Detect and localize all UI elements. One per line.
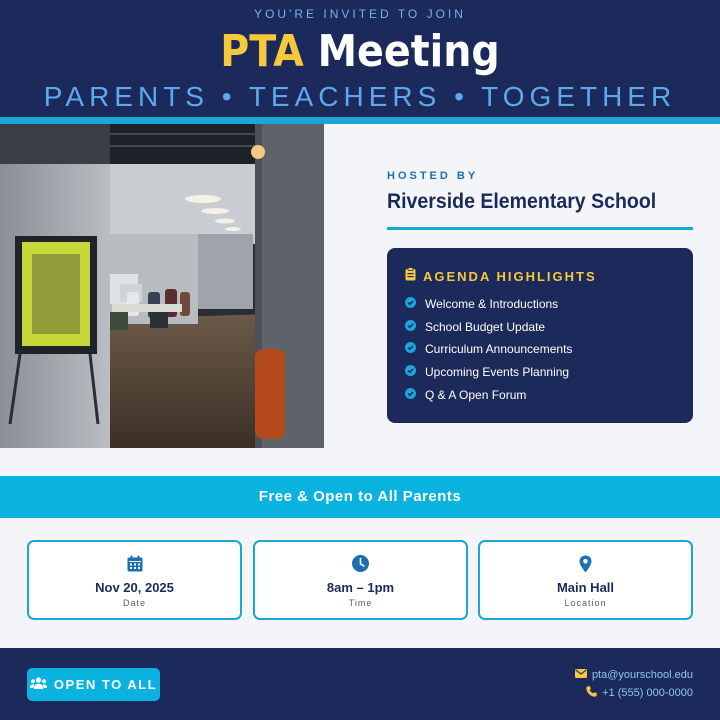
clipboard-icon <box>405 267 416 286</box>
date-card <box>27 540 242 620</box>
check-circle-icon <box>405 340 416 358</box>
time-card <box>253 540 468 620</box>
calendar-icon <box>29 555 240 572</box>
agenda-header <box>405 267 597 286</box>
list-item <box>405 316 572 339</box>
location-value: Main Hall <box>556 580 615 595</box>
agenda-item-text: Curriculum Announcements <box>425 342 573 357</box>
divider <box>387 227 693 230</box>
title-main: Meeting <box>317 26 500 77</box>
cta-label: OPEN TO ALL <box>53 677 158 692</box>
phone-contact[interactable] <box>586 686 693 700</box>
check-circle-icon <box>405 295 416 313</box>
meeting-room-photo <box>0 124 324 448</box>
location-card <box>478 540 693 620</box>
location-label: Location <box>564 598 607 608</box>
header-stripe <box>0 117 720 124</box>
email-text: pta@yourschool.edu <box>591 669 693 681</box>
envelope-icon <box>575 669 587 681</box>
email-contact[interactable] <box>575 669 693 681</box>
agenda-item-text: Q & A Open Forum <box>425 387 527 402</box>
phone-text: +1 (555) 000-0000 <box>602 687 693 699</box>
agenda-title: AGENDA HIGHLIGHTS <box>423 269 597 284</box>
page-title <box>36 24 684 80</box>
check-circle-icon <box>405 318 416 336</box>
check-circle-icon <box>405 386 416 404</box>
date-label: Date <box>122 598 146 608</box>
header <box>0 0 720 118</box>
school-name: Riverside Elementary School <box>387 190 657 213</box>
clock-icon <box>255 555 466 572</box>
agenda-item-text: Welcome & Introductions <box>425 297 559 312</box>
hosted-by-label: HOSTED BY <box>387 170 479 182</box>
free-banner: Free & Open to All Parents <box>0 476 720 518</box>
title-accent: PTA <box>220 26 304 77</box>
open-to-all-button[interactable] <box>27 668 160 701</box>
users-icon <box>30 677 47 692</box>
agenda-item-text: School Budget Update <box>425 319 546 334</box>
invite-text: YOU'RE INVITED TO JOIN <box>254 7 466 21</box>
list-item <box>405 338 572 361</box>
phone-icon <box>586 686 597 700</box>
time-value: 8am – 1pm <box>326 580 395 595</box>
footer <box>0 648 720 720</box>
list-item <box>405 361 572 384</box>
check-circle-icon <box>405 363 416 381</box>
agenda-panel <box>387 248 693 423</box>
date-value: Nov 20, 2025 <box>95 580 174 595</box>
map-pin-icon <box>480 555 691 573</box>
agenda-list <box>405 293 572 406</box>
list-item <box>405 383 572 406</box>
list-item <box>405 293 572 316</box>
time-label: Time <box>348 598 373 608</box>
agenda-item-text: Upcoming Events Planning <box>425 365 570 380</box>
tagline: PARENTS • TEACHERS • TOGETHER <box>43 81 677 112</box>
